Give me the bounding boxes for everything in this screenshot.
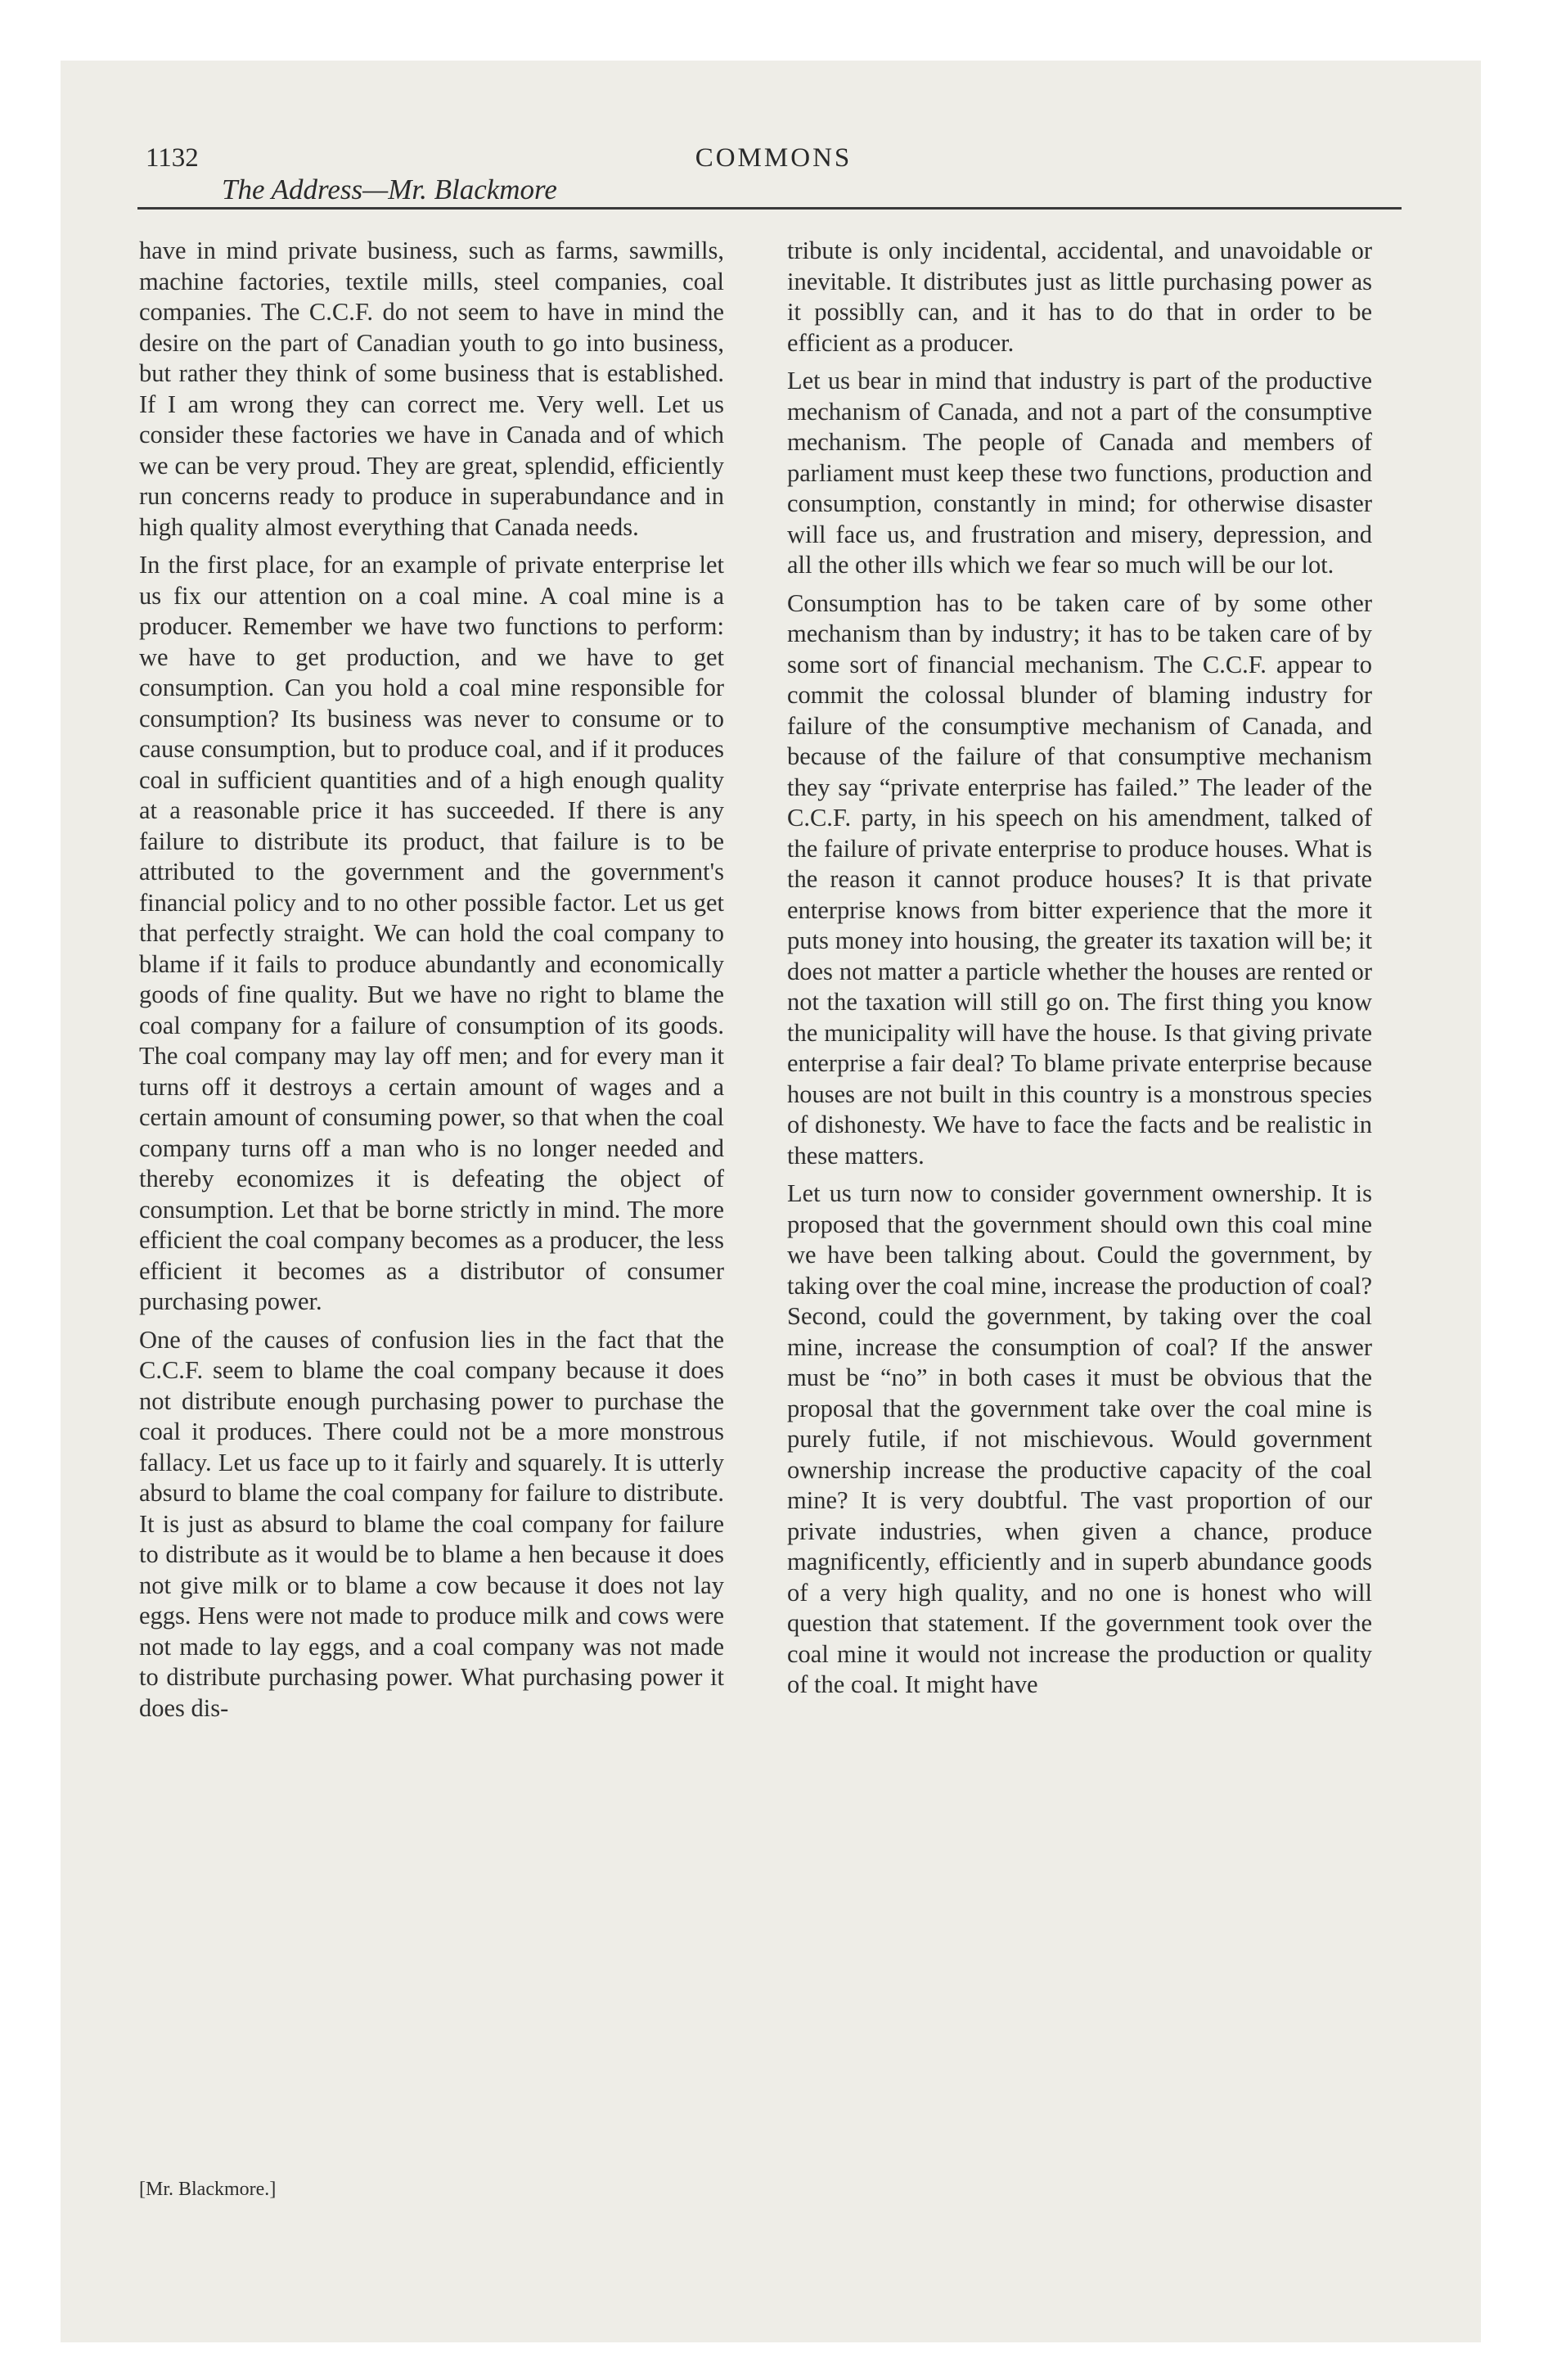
right-column: [787, 236, 1372, 1708]
page-number: 1132: [146, 143, 199, 173]
paragraph: In the first place, for an example of private enterprise let us fix our attention on a coal mine. A coal mine is a producer. Remember we have two functions to perform: we have to get production, and we have to get consumption. Can you hold a coal mine responsible for consumption? Its business was never to consume or to cause consumption, but to produce coal, and if it produces coal in sufficient quantities and of a high enough quality at a reasonable price it has succeeded. If there is any failure to distribute its product, that failure is to be attributed to the government and the government's financial policy and to no other possible factor. Let us get that perfectly straight. We can hold the coal company to blame if it fails to produce abundantly and economically goods of fine quality. But we have no right to blame the coal company for a failure of consumption of its goods. The coal company may lay off men; and for every man it turns off it destroys a certain amount of wages and a certain amount of consuming power, so that when the coal company turns off a man who is no longer needed and thereby economizes it is defeating the object of consumption. Let that be borne strictly in mind. The more efficient the coal company becomes as a producer, the less efficient it becomes as a distributor of consumer purchasing power.: [139, 551, 724, 1315]
paragraph: tribute is only incidental, accidental, and unavoidable or inevitable. It distributes just as little purchasing power as it possiblly can, and it has to do that in order to be efficient as a producer.: [787, 237, 1372, 357]
speaker-attribution: [Mr. Blackmore.]: [139, 2179, 277, 2200]
header-rule: [137, 207, 1402, 210]
paragraph: One of the causes of confusion lies in the fact that the C.C.F. seem to blame the coal company because it does not distribute enough purchasing power to purchase the coal it produces. There could not be a more monstrous fallacy. Let us face up to it fairly and squarely. It is utterly absurd to blame the coal company for failure to distribute. It is just as absurd to blame the coal company for failure to distribute as it would be to blame a hen because it does not give milk or to blame a cow because it does not lay eggs. Hens were not made to produce milk and cows were not made to lay eggs, and a coal company was not made to distribute purchasing power. What purchasing power it does dis-: [139, 1325, 724, 1722]
running-head: COMMONS: [695, 143, 853, 173]
paragraph: have in mind private business, such as farms, sawmills, machine factories, textile mills, steel companies, coal companies. The C.C.F. do not seem to have in mind the desire on the part of Canadian youth to go into business, but rather they think of some business that is established. If I am wrong they can correct me. Very well. Let us consider these factories we have in Canada and of which we can be very proud. They are great, splendid, efficiently run concerns ready to produce in superabundance and in high quality almost everything that Canada needs.: [139, 237, 724, 541]
page-header: [146, 135, 1402, 217]
left-column: [139, 236, 724, 1731]
speaker-name: Mr. Blackmore.: [146, 2179, 270, 2200]
paragraph: Let us turn now to consider government ownership. It is proposed that the government should own this coal mine we have been talking about. Could the government, by taking over the coal mine, increase the production of coal? Second, could the government, by taking over the coal mine, increase the consumption of coal? If the answer must be “no” in both cases it must be obvious that the proposal that the government take over the coal mine is purely futile, if not mischievous. Would government ownership increase the productive capacity of the coal mine? It is very doubtful. The vast proportion of our private industries, when given a chance, produce magnificently, efficiently and in superb abundance goods of a very high quality, and no one is honest who will question that statement. If the government took over the coal mine it would not increase the production or quality of the coal. It might have: [787, 1179, 1372, 1698]
paragraph: Consumption has to be taken care of by some other mechanism than by industry; it has to be taken care of by some sort of financial mechanism. The C.C.F. appear to commit the colossal blunder of blaming industry for failure of the consumptive mechanism of Canada, and because of the failure of that consumptive mechanism they say “private enterprise has failed.” The leader of the C.C.F. party, in his speech on his amendment, talked of the failure of private enterprise to produce houses. What is the reason it cannot produce houses? It is that private enterprise knows from bitter experience that the more it puts money into housing, the greater its taxation will be; it does not matter a particle whether the houses are rented or not the taxation will still go on. The first thing you know the municipality will have the house. Is that giving private enterprise a fair deal? To blame private enterprise because houses are not built in this country is a monstrous species of dishonesty. We have to face the facts and be realistic in these matters.: [787, 588, 1372, 1170]
header-subtitle: The Address—Mr. Blackmore: [222, 174, 557, 205]
paragraph: Let us bear in mind that industry is part of the productive mechanism of Canada, and not a part of the consumptive mechanism. The people of Canada and members of parliament must keep these two functions, production and consumption, constantly in mind; for otherwise disaster will face us, and frustration and misery, depression, and all the other ills which we fear so much will be our lot.: [787, 367, 1372, 579]
